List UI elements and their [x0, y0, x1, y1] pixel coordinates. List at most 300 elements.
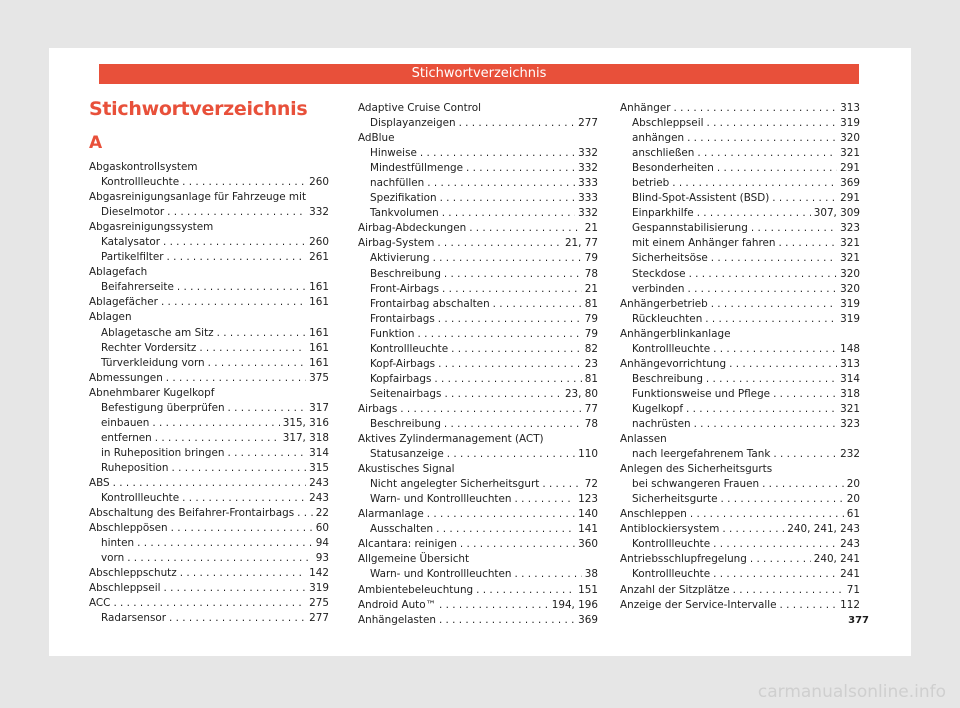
- entry-label: Akustisches Signal: [358, 463, 455, 476]
- entry-page-ref[interactable]: 277: [309, 612, 329, 625]
- entry-label: Kopf-Airbags: [370, 357, 436, 370]
- entry-label: Aktivierung: [370, 252, 430, 265]
- entry-label: Statusanzeige: [370, 448, 444, 461]
- entry-page-ref[interactable]: 140: [578, 508, 598, 521]
- entry-label: Kopfairbags: [370, 372, 432, 385]
- entry-label: einbauen: [101, 416, 150, 429]
- index-entry: [620, 432, 860, 447]
- index-entry: [89, 506, 329, 521]
- index-subentry: [89, 551, 329, 566]
- dot-leader: [442, 282, 582, 297]
- entry-page-ref[interactable]: 307, 309: [813, 207, 860, 220]
- entry-label: Rechter Vordersitz: [101, 341, 197, 354]
- index-subentry: [620, 116, 860, 131]
- index-subentry: [620, 131, 860, 146]
- entry-page-ref[interactable]: 23: [584, 357, 598, 370]
- dot-leader: [427, 507, 575, 522]
- dot-leader: [686, 402, 837, 417]
- index-column-3: [620, 101, 860, 613]
- dot-leader: [779, 236, 838, 251]
- page-number: 377: [848, 615, 869, 626]
- dot-leader: [687, 282, 837, 297]
- index-subentry: [89, 461, 329, 476]
- dot-leader: [717, 161, 837, 176]
- dot-leader: [697, 146, 837, 161]
- dot-leader: [713, 567, 837, 582]
- entry-page-ref[interactable]: 319: [309, 582, 329, 595]
- entry-label: Blind-Spot-Assistent (BSD): [632, 192, 770, 205]
- dot-leader: [476, 583, 575, 598]
- entry-page-ref[interactable]: 321: [840, 147, 860, 160]
- entry-page-ref[interactable]: 315, 316: [282, 416, 329, 429]
- entry-page-ref[interactable]: 123: [578, 493, 598, 506]
- entry-page-ref[interactable]: 161: [309, 341, 329, 354]
- entry-label: Airbag-System: [358, 237, 435, 250]
- entry-page-ref[interactable]: 369: [578, 613, 598, 626]
- entry-page-ref[interactable]: 317: [309, 401, 329, 414]
- index-subentry: [620, 161, 860, 176]
- entry-page-ref[interactable]: 78: [584, 417, 598, 430]
- index-subentry: [89, 431, 329, 446]
- entry-label: Kontrollleuchte: [101, 492, 180, 505]
- entry-label: Radarsensor: [101, 612, 167, 625]
- entry-page-ref[interactable]: 314: [309, 446, 329, 459]
- entry-page-ref[interactable]: 81: [584, 372, 598, 385]
- entry-page-ref[interactable]: 333: [578, 192, 598, 205]
- entry-page-ref[interactable]: 79: [584, 252, 598, 265]
- entry-label: Türverkleidung vorn: [101, 356, 205, 369]
- entry-page-ref[interactable]: 161: [309, 296, 329, 309]
- dot-leader: [182, 175, 306, 190]
- index-column-2: [358, 101, 598, 628]
- entry-label: bei schwangeren Frauen: [632, 478, 760, 491]
- dot-leader: [113, 596, 306, 611]
- entry-label: vorn: [101, 552, 125, 565]
- index-entry: [358, 583, 598, 598]
- entry-label: Front-Airbags: [370, 282, 440, 295]
- entry-page-ref[interactable]: 243: [840, 538, 860, 551]
- entry-page-ref[interactable]: 82: [584, 342, 598, 355]
- dot-leader: [297, 506, 313, 521]
- entry-page-ref[interactable]: 321: [840, 402, 860, 415]
- index-subentry: [620, 282, 860, 297]
- index-subentry: [89, 326, 329, 341]
- entry-label: anhängen: [632, 132, 685, 145]
- entry-label: Einparkhilfe: [632, 207, 694, 220]
- dot-leader: [420, 146, 575, 161]
- dot-leader: [163, 581, 306, 596]
- dot-leader: [705, 312, 837, 327]
- entry-label: Beschreibung: [632, 372, 703, 385]
- entry-page-ref[interactable]: 333: [578, 177, 598, 190]
- dot-leader: [459, 116, 576, 131]
- index-subentry: [358, 342, 598, 357]
- index-entry: [620, 357, 860, 372]
- index-subentry: [358, 417, 598, 432]
- entry-page-ref[interactable]: 321: [840, 237, 860, 250]
- entry-page-ref[interactable]: 321: [840, 252, 860, 265]
- entry-label: Nicht angelegter Sicherheitsgurt: [370, 478, 540, 491]
- entry-page-ref[interactable]: 79: [584, 312, 598, 325]
- index-entry: [620, 507, 860, 522]
- index-entry: [89, 310, 329, 325]
- entry-page-ref[interactable]: 317, 318: [282, 431, 329, 444]
- entry-page-ref[interactable]: 60: [315, 522, 329, 535]
- entry-label: Airbags: [358, 402, 398, 415]
- index-entry: [89, 566, 329, 581]
- entry-page-ref[interactable]: 261: [309, 251, 329, 264]
- dot-leader: [721, 492, 844, 507]
- index-entry: [620, 583, 860, 598]
- index-entry: [89, 386, 329, 401]
- entry-label: Spezifikation: [370, 192, 437, 205]
- dot-leader: [674, 101, 838, 116]
- dot-leader: [750, 552, 811, 567]
- entry-page-ref[interactable]: 319: [840, 117, 860, 130]
- entry-page-ref[interactable]: 240, 241: [813, 553, 860, 566]
- index-subentry: [358, 387, 598, 402]
- entry-page-ref[interactable]: 260: [309, 176, 329, 189]
- entry-page-ref[interactable]: 240, 241, 243: [787, 523, 860, 536]
- entry-label: Beifahrerseite: [101, 281, 174, 294]
- dot-leader: [418, 327, 582, 342]
- index-entry: [620, 462, 860, 477]
- entry-page-ref[interactable]: 291: [840, 162, 860, 175]
- dot-leader: [772, 191, 837, 206]
- entry-label: Partikelfilter: [101, 251, 164, 264]
- entry-label: Dieselmotor: [101, 206, 165, 219]
- index-subentry: [358, 312, 598, 327]
- entry-label: Hinweise: [370, 147, 417, 160]
- dot-leader: [152, 416, 279, 431]
- entry-label: Adaptive Cruise Control: [358, 102, 481, 114]
- entry-page-ref[interactable]: 314: [840, 372, 860, 385]
- entry-label: Aktives Zylindermanagement (ACT): [358, 433, 544, 446]
- dot-leader: [451, 342, 582, 357]
- index-entry: [620, 598, 860, 613]
- entry-label: Android Auto™: [358, 598, 436, 611]
- index-subentry: [620, 221, 860, 236]
- entry-label: Seitenairbags: [370, 387, 442, 400]
- dot-leader: [542, 477, 581, 492]
- dot-leader: [434, 372, 581, 387]
- entry-label: Abgaskontrollsystem: [89, 161, 198, 173]
- header-bar: Stichwortverzeichnis: [99, 64, 859, 84]
- entry-label: Sicherheitsöse: [632, 252, 708, 265]
- entry-page-ref[interactable]: 112: [840, 598, 860, 611]
- entry-page-ref[interactable]: 332: [578, 147, 598, 160]
- entry-page-ref[interactable]: 313: [840, 102, 860, 114]
- entry-label: ABS: [89, 476, 110, 489]
- entry-page-ref[interactable]: 20: [846, 493, 860, 506]
- entry-page-ref[interactable]: 315: [309, 461, 329, 474]
- entry-label: Anhängevorrichtung: [620, 357, 727, 370]
- index-entry: [89, 190, 329, 205]
- entry-page-ref[interactable]: 71: [846, 583, 860, 596]
- entry-page-ref[interactable]: 232: [840, 448, 860, 461]
- dot-leader: [514, 492, 575, 507]
- entry-label: Ambientebeleuchtung: [358, 583, 474, 596]
- index-subentry: [89, 235, 329, 250]
- index-subentry: [89, 175, 329, 190]
- index-subentry: [620, 567, 860, 582]
- dot-leader: [672, 176, 837, 191]
- dot-leader: [439, 613, 575, 628]
- entry-page-ref[interactable]: 142: [309, 567, 329, 580]
- index-subentry: [620, 312, 860, 327]
- dot-leader: [436, 522, 575, 537]
- index-subentry: [358, 251, 598, 266]
- entry-label: Anzeige der Service-Intervalle: [620, 598, 777, 611]
- entry-page-ref[interactable]: 319: [840, 312, 860, 325]
- dot-leader: [493, 297, 582, 312]
- index-subentry: [358, 357, 598, 372]
- index-subentry: [358, 191, 598, 206]
- index-subentry: [620, 267, 860, 282]
- entry-page-ref[interactable]: 277: [578, 117, 598, 130]
- entry-label: Anhängerblinkanlage: [620, 327, 731, 340]
- entry-label: Kontrollleuchte: [370, 342, 449, 355]
- dot-leader: [161, 295, 306, 310]
- entry-page-ref[interactable]: 313: [840, 357, 860, 370]
- dot-leader: [208, 356, 307, 371]
- watermark: carmanualsonline.info: [757, 682, 946, 702]
- entry-label: AdBlue: [358, 132, 395, 145]
- dot-leader: [444, 267, 582, 282]
- index-subentry: [620, 236, 860, 251]
- entry-page-ref[interactable]: 323: [840, 417, 860, 430]
- entry-label: Sicherheitsgurte: [632, 493, 718, 506]
- index-entry: [620, 327, 860, 342]
- index-subentry: [89, 446, 329, 461]
- index-subentry: [620, 387, 860, 402]
- dot-leader: [167, 205, 306, 220]
- dot-leader: [706, 372, 837, 387]
- dot-leader: [773, 387, 837, 402]
- index-subentry: [89, 280, 329, 295]
- entry-page-ref[interactable]: 78: [584, 267, 598, 280]
- index-entry: [358, 598, 598, 613]
- entry-label: Antriebsschlupfregelung: [620, 553, 747, 566]
- index-subentry: [89, 416, 329, 431]
- entry-label: Kontrollleuchte: [632, 538, 711, 551]
- index-entry: [358, 432, 598, 447]
- dot-leader: [689, 267, 838, 282]
- entry-page-ref[interactable]: 110: [578, 448, 598, 461]
- dot-leader: [438, 312, 582, 327]
- index-subentry: [358, 567, 598, 582]
- entry-label: Abschleppösen: [89, 522, 168, 535]
- index-subentry: [358, 447, 598, 462]
- dot-leader: [177, 280, 306, 295]
- entry-page-ref[interactable]: 332: [578, 207, 598, 220]
- entry-page-ref[interactable]: 161: [309, 326, 329, 339]
- entry-page-ref[interactable]: 291: [840, 192, 860, 205]
- entry-page-ref[interactable]: 77: [584, 402, 598, 415]
- entry-page-ref[interactable]: 318: [840, 387, 860, 400]
- index-subentry: [620, 251, 860, 266]
- index-subentry: [358, 267, 598, 282]
- dot-leader: [137, 536, 313, 551]
- index-subentry: [620, 402, 860, 417]
- dot-leader: [433, 251, 582, 266]
- entry-label: entfernen: [101, 431, 152, 444]
- entry-label: Anhängelasten: [358, 613, 436, 626]
- entry-page-ref[interactable]: 323: [840, 222, 860, 235]
- entry-page-ref[interactable]: 141: [578, 523, 598, 536]
- entry-page-ref[interactable]: 332: [578, 162, 598, 175]
- index-entry: [358, 101, 598, 116]
- dot-leader: [163, 235, 306, 250]
- entry-label: Anhängerbetrieb: [620, 297, 708, 310]
- entry-page-ref[interactable]: 79: [584, 327, 598, 340]
- dot-leader: [444, 387, 562, 402]
- index-subentry: [620, 537, 860, 552]
- entry-page-ref[interactable]: 319: [840, 297, 860, 310]
- dot-leader: [166, 371, 306, 386]
- entry-page-ref[interactable]: 161: [309, 281, 329, 294]
- dot-leader: [694, 417, 838, 432]
- index-subentry: [89, 401, 329, 416]
- entry-page-ref[interactable]: 38: [584, 568, 598, 581]
- entry-page-ref[interactable]: 23, 80: [564, 387, 598, 400]
- index-entry: [358, 462, 598, 477]
- index-entry: [358, 131, 598, 146]
- entry-page-ref[interactable]: 275: [309, 597, 329, 610]
- entry-page-ref[interactable]: 21: [584, 282, 598, 295]
- dot-leader: [438, 357, 582, 372]
- entry-label: Ausschalten: [370, 523, 434, 536]
- entry-label: Steckdose: [632, 267, 686, 280]
- entry-page-ref[interactable]: 72: [584, 478, 598, 491]
- index-entry: [89, 371, 329, 386]
- index-subentry: [620, 372, 860, 387]
- index-subentry: [358, 477, 598, 492]
- index-subentry: [620, 176, 860, 191]
- index-subentry: [358, 282, 598, 297]
- dot-leader: [437, 236, 562, 251]
- index-entry: [89, 160, 329, 175]
- entry-label: hinten: [101, 537, 135, 550]
- entry-label: mit einem Anhänger fahren: [632, 237, 776, 250]
- entry-label: Kontrollleuchte: [101, 176, 180, 189]
- entry-page-ref[interactable]: 61: [846, 508, 860, 521]
- entry-page-ref[interactable]: 81: [584, 297, 598, 310]
- entry-page-ref[interactable]: 320: [840, 282, 860, 295]
- entry-label: Kontrollleuchte: [632, 342, 711, 355]
- index-entry: [358, 613, 598, 628]
- entry-label: Rückleuchten: [632, 312, 703, 325]
- entry-label: Antiblockiersystem: [620, 523, 720, 536]
- entry-label: Befestigung überprüfen: [101, 401, 225, 414]
- index-entry: [89, 295, 329, 310]
- index-subentry: [358, 146, 598, 161]
- dot-leader: [466, 161, 575, 176]
- entry-label: Anlassen: [620, 433, 667, 446]
- index-entry: [358, 507, 598, 522]
- entry-label: Funktionsweise und Pflege: [632, 387, 771, 400]
- entry-label: Anschleppen: [620, 508, 687, 521]
- entry-label: Warn- und Kontrollleuchten: [370, 493, 512, 506]
- dot-leader: [169, 611, 306, 626]
- index-subentry: [620, 417, 860, 432]
- dot-leader: [514, 567, 581, 582]
- dot-leader: [713, 537, 837, 552]
- entry-page-ref[interactable]: 22: [315, 507, 329, 520]
- entry-page-ref[interactable]: 93: [315, 552, 329, 565]
- entry-page-ref[interactable]: 20: [846, 478, 860, 491]
- dot-leader: [469, 221, 582, 236]
- entry-page-ref[interactable]: 243: [309, 476, 329, 489]
- entry-page-ref[interactable]: 151: [578, 583, 598, 596]
- entry-label: Beschreibung: [370, 417, 441, 430]
- entry-page-ref[interactable]: 375: [309, 371, 329, 384]
- entry-page-ref[interactable]: 21: [584, 222, 598, 235]
- entry-page-ref[interactable]: 194, 196: [551, 598, 598, 611]
- index-entry: [620, 552, 860, 567]
- entry-label: nachfüllen: [370, 177, 425, 190]
- entry-page-ref[interactable]: 360: [578, 538, 598, 551]
- entry-page-ref[interactable]: 94: [315, 537, 329, 550]
- entry-label: Frontairbag abschalten: [370, 297, 490, 310]
- index-subentry: [89, 536, 329, 551]
- dot-leader: [460, 537, 575, 552]
- dot-leader: [400, 402, 582, 417]
- section-letter: A: [89, 133, 103, 153]
- dot-leader: [167, 250, 307, 265]
- entry-label: betrieb: [632, 177, 670, 190]
- entry-label: Alarmanlage: [358, 508, 424, 521]
- index-page: [49, 48, 911, 656]
- index-subentry: [620, 206, 860, 221]
- entry-label: Anhänger: [620, 102, 671, 114]
- index-subentry: [89, 491, 329, 506]
- index-subentry: [358, 161, 598, 176]
- entry-page-ref[interactable]: 161: [309, 356, 329, 369]
- entry-label: Kontrollleuchte: [632, 568, 711, 581]
- entry-label: Tankvolumen: [370, 207, 439, 220]
- entry-label: Mindestfüllmenge: [370, 162, 464, 175]
- entry-label: Alcantara: reinigen: [358, 538, 457, 551]
- page-title: Stichwortverzeichnis: [89, 98, 308, 120]
- index-subentry: [620, 342, 860, 357]
- index-entry: [620, 101, 860, 116]
- dot-leader: [713, 342, 837, 357]
- dot-leader: [711, 251, 837, 266]
- dot-leader: [439, 598, 549, 613]
- index-subentry: [358, 206, 598, 221]
- entry-page-ref[interactable]: 148: [840, 342, 860, 355]
- index-entry: [89, 521, 329, 536]
- index-subentry: [358, 522, 598, 537]
- entry-label: Beschreibung: [370, 267, 441, 280]
- entry-page-ref[interactable]: 332: [309, 206, 329, 219]
- dot-leader: [180, 566, 306, 581]
- index-subentry: [620, 191, 860, 206]
- entry-label: Anlegen des Sicherheitsgurts: [620, 463, 773, 476]
- dot-leader: [113, 476, 307, 491]
- dot-leader: [773, 447, 837, 462]
- dot-leader: [440, 191, 576, 206]
- entry-page-ref[interactable]: 320: [840, 267, 860, 280]
- index-subentry: [620, 447, 860, 462]
- entry-page-ref[interactable]: 320: [840, 132, 860, 145]
- entry-page-ref[interactable]: 241: [840, 568, 860, 581]
- entry-page-ref[interactable]: 369: [840, 177, 860, 190]
- entry-page-ref[interactable]: 260: [309, 236, 329, 249]
- entry-page-ref[interactable]: 21, 77: [564, 237, 598, 250]
- entry-page-ref[interactable]: 243: [309, 492, 329, 505]
